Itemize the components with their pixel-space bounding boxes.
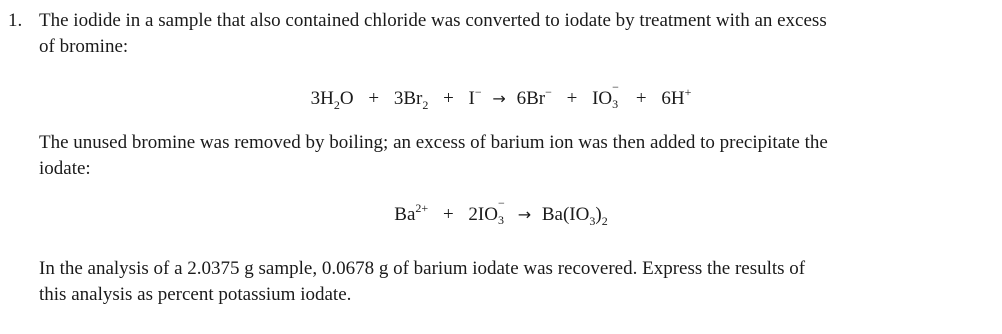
plus-sign: + [566, 88, 578, 109]
middle-line-1: The unused bromine was removed by boiling; an excess of barium ion was then added to precipitate the [39, 132, 828, 153]
intro-paragraph [39, 8, 989, 60]
middle-paragraph [39, 130, 989, 182]
reactant-barium-ion: $Ba^{2+}$ [394, 201, 429, 225]
middle-line-2: iodate: [39, 158, 91, 179]
plus-sign: + [635, 88, 647, 109]
reactant-iodide: I− [468, 85, 482, 109]
question-line-2: this analysis as percent potassium iodate. [39, 284, 352, 305]
reaction-equation-1 [0, 80, 1002, 112]
intro-line-1: The iodide in a sample that also contained chloride was converted to iodate by treatment with an excess [39, 10, 827, 31]
plus-sign: + [443, 88, 454, 109]
product-bromide: 6Br− [516, 85, 552, 109]
reactant-bromine: $3Br_2$ [393, 88, 429, 112]
question-paragraph [39, 256, 989, 308]
plus-sign: + [368, 88, 380, 109]
reactant-water: $3H_2O$ [310, 88, 354, 112]
intro-line-2: of bromine: [39, 36, 129, 57]
reactant-iodate: 2IO − 3 [468, 196, 505, 227]
question-line-1: In the analysis of a 2.0375 g sample, 0.0678 g of barium iodate was recovered. Express the results of [39, 258, 806, 279]
problem-number: 1. [8, 10, 23, 31]
reaction-arrow: → [517, 205, 532, 224]
reaction-arrow: → [492, 89, 506, 108]
reaction-equation-2 [0, 196, 1002, 228]
plus-sign: + [442, 204, 454, 225]
product-hydrogen-ion: 6H+ [661, 85, 692, 109]
product-iodate: IO − 3 [592, 80, 619, 111]
product-barium-iodate: $Ba(IO_3)_2$ [541, 204, 608, 228]
